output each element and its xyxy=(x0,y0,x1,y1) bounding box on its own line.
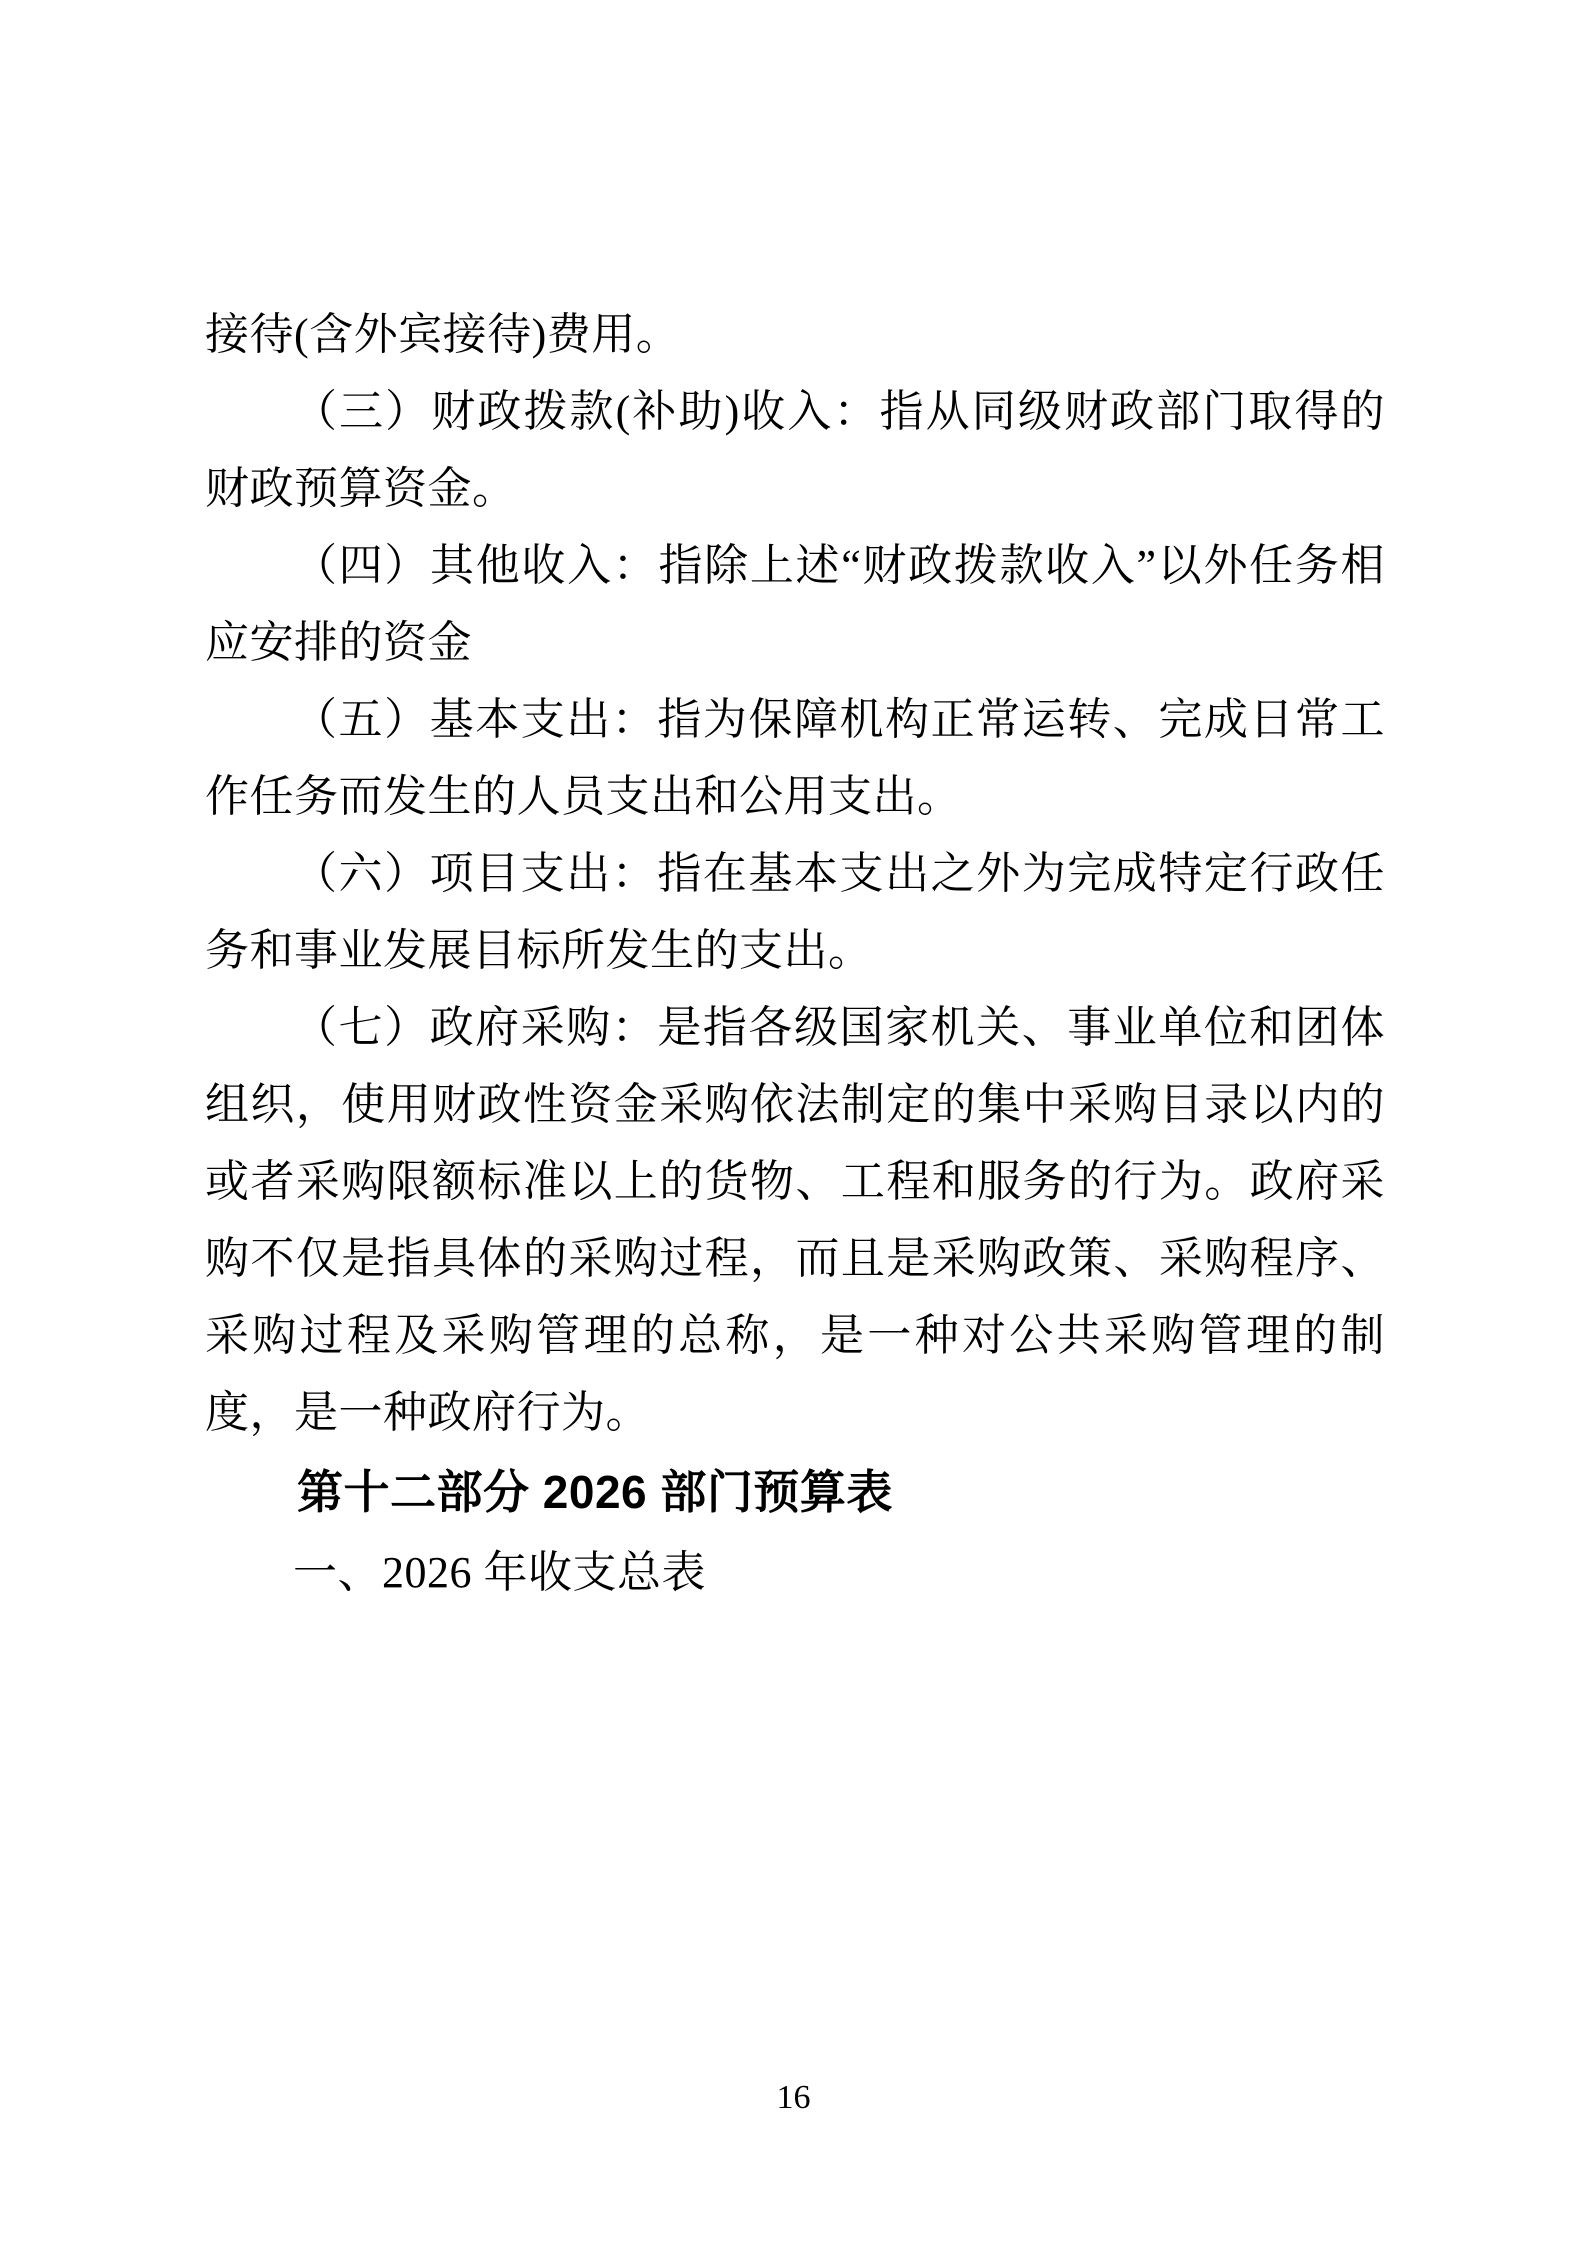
paragraph-item-3-fiscal-appropriation-income: （三）财政拨款(补助)收入：指从同级财政部门取得的财政预算资金。 xyxy=(205,387,1385,513)
paragraph-item-4-other-income: （四）其他收入：指除上述“财政拨款收入”以外任务相应安排的资金 xyxy=(205,541,1385,667)
page-body xyxy=(205,296,1385,1613)
paragraph-item-6-project-expenditure: （六）项目支出：指在基本支出之外为完成特定行政任务和事业发展目标所发生的支出。 xyxy=(205,849,1385,975)
subsection-heading-2026-income-expenditure-table: 一、2026 年收支总表 xyxy=(293,1548,706,1597)
paragraph-item-5-basic-expenditure: （五）基本支出：指为保障机构正常运转、完成日常工作任务而发生的人员支出和公用支出。 xyxy=(205,695,1385,821)
paragraph-hospitality-fee-continuation: 接待(含外宾接待)费用。 xyxy=(205,310,681,359)
paragraph-item-7-government-procurement: （七）政府采购：是指各级国家机关、事业单位和团体组织，使用财政性资金采购依法制定的集中采购目录以内的或者采购限额标准以上的货物、工程和服务的行为。政府采购不仅是指具体的采购过程，而且是采购政策、采购程序、采购过程及采购管理的总称，是一种对公共采购管理的制度，是一种政府行为。 xyxy=(205,1003,1385,1437)
section-heading-part-12-budget-tables: 第十二部分 2026 部门预算表 xyxy=(297,1466,893,1518)
page-number: 16 xyxy=(776,2079,811,2116)
